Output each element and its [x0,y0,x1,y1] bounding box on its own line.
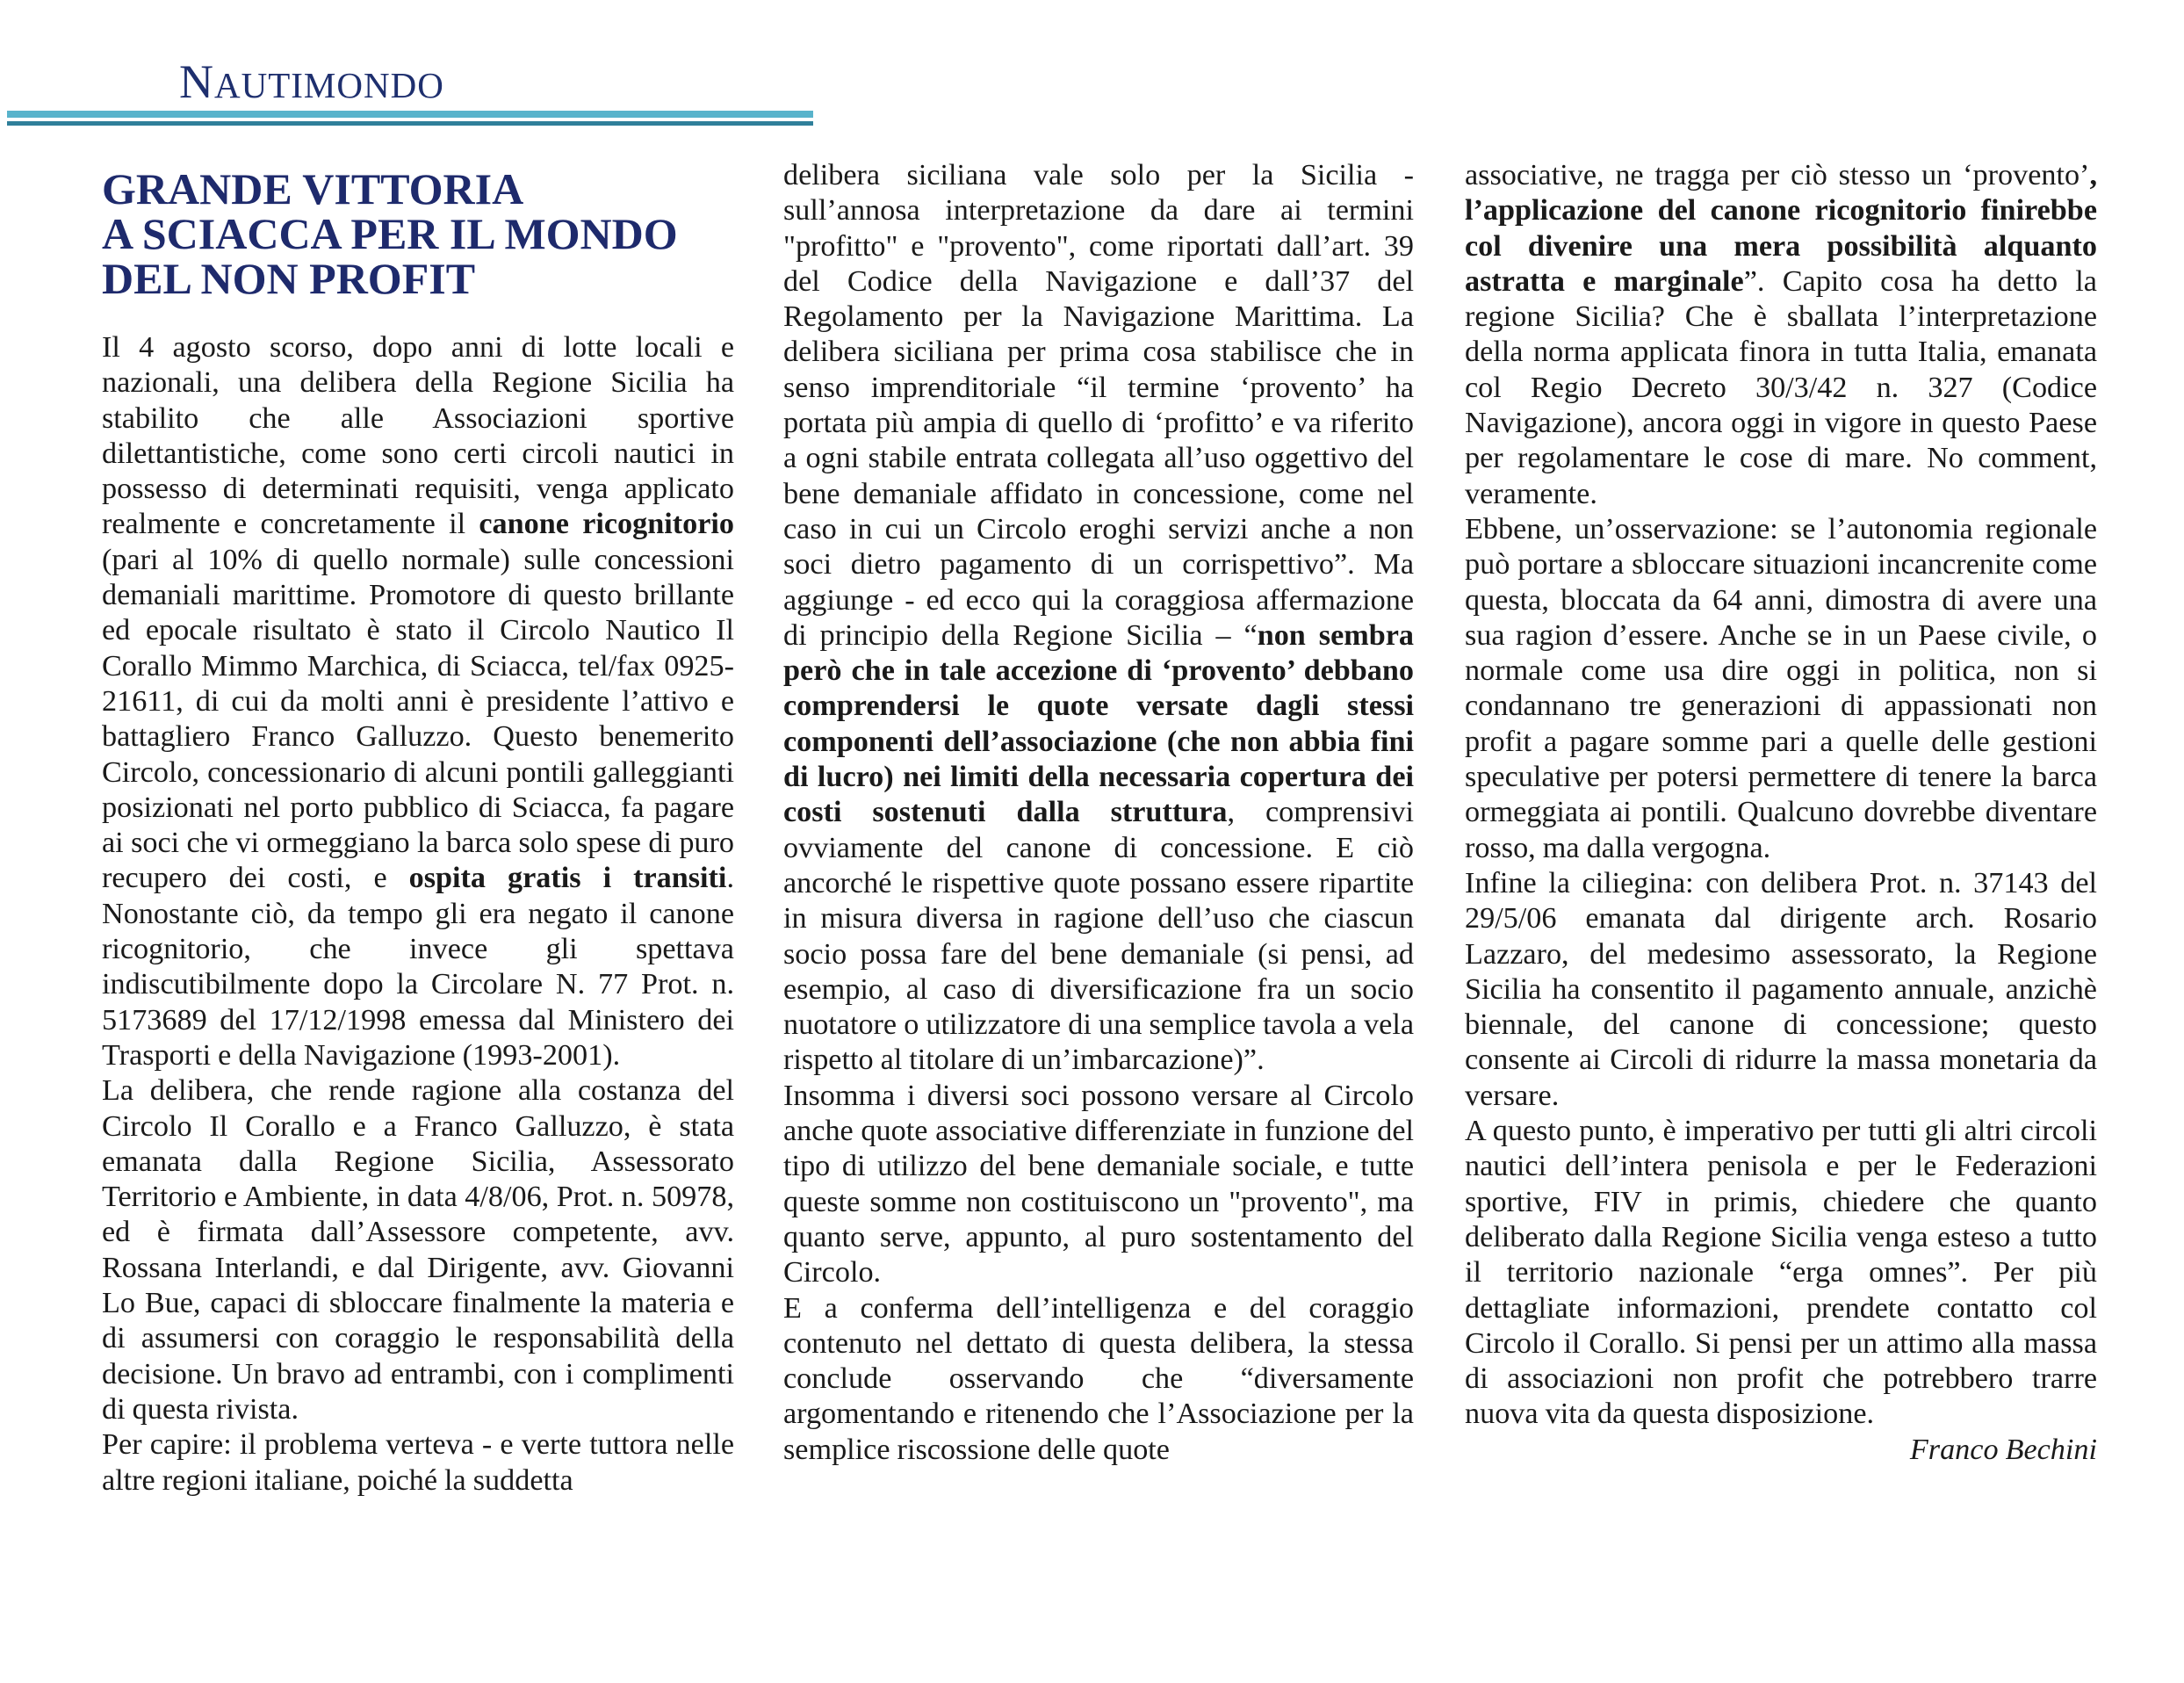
article-paragraph [102,1427,734,1499]
article-paragraph [1465,158,2097,512]
section-title-initial: N [179,55,214,108]
bold-text-run: non sembra però che in tale accezione di ‘provento’ debbano comprendersi le quote versate dagli stessi componenti dell’associazione (che non abbia fini di lucro) nei limiti della necessaria copertura dei costi sostenuti dalla struttura [783,618,1415,829]
bold-text-run: canone ricognitorio [479,508,734,541]
bold-text-run: , l’applicazione del canone ricognitorio finirebbe col divenire una mera possibilità alquanto astratta e marginale [1465,159,2097,298]
text-run: A questo punto, è imperativo per tutti gli altri circoli nautici dell’intera penisola e per le Federazioni sportive, FIV in primis, chiedere che quanto deliberato dalla Regione Sicilia venga esteso a tutto il territorio nazionale “erga omnes”. Per più dettagliate informazioni, prendete contatto col Circolo il Corallo. Si pensi per un attimo alla massa di associazioni non profit che potrebbero trarre nuova vita da questa disposizione. [1465,1115,2097,1431]
text-run: E a conferma dell’intelligenza e del coraggio contenuto nel dettato di questa delibera, la stessa conclude osservando che “diversamente argomentando e ritenendo che l’Associazione per la semplice riscossione delle quote [783,1291,1414,1466]
text-run: Ebbene, un’osservazione: se l’autonomia regionale può portare a sbloccare situazioni incancrenite come questa, bloccata da 64 anni, dimostra di avere una sua ragion d’essere. Anche se in un Paese civile, o normale come usa dire oggi in politica, non si condannano tre generazioni di appassionati non profit a pagare somme pari a quelle delle gestioni speculative per potersi permettere di tenere la barca ormeggiata ai pontili. Qualcuno dovrebbe diventare rosso, ma dalla vergogna. [1465,512,2097,864]
article-headline: GRANDE VITTORIA A SCIACCA PER IL MONDO DEL NON PROFIT [102,164,678,303]
article-paragraph [1465,1114,2097,1433]
header-rule-dark [7,121,813,126]
article-paragraph [1465,866,2097,1114]
section-title-rest: AUTIMONDO [214,65,444,105]
text-run: delibera siciliana vale solo per la Sicilia - sull’annosa interpretazione da dare ai termini "profitto" e "provento", come riportati dall’art. 39 del Codice della Navigazione e dall’37 del Regolamento per la Navigazione Marittima. La delibera siciliana per prima cosa stabilisce che in senso imprenditoriale “il termine ‘provento’ ha portata più ampia di quello di ‘profitto’ e va riferito a ogni stabile entrata collegata all’uso oggettivo del bene demaniale affidato in concessione, come nel caso in cui un Circolo eroghi servizi anche a non soci dietro pagamento di un corrispettivo”. Ma aggiunge - ed ecco qui la coraggiosa affermazione di principio della Regione Sicilia – “ [783,159,1414,652]
text-run: associative, ne tragga per ciò stesso un ‘provento’ [1465,159,2090,191]
header-rule-light [7,111,813,118]
article-column-2 [783,158,1414,1468]
text-run: La delibera, che rende ragione alla costanza del Circolo Il Corallo e a Franco Galluzzo, è stata emanata dalla Regione Sicilia, Assessorato Territorio e Ambiente, in data 4/8/06, Prot. n. 50978, ed è firmata dall’Assessore competente, avv. Rossana Interlandi, e dal Dirigente, avv. Giovanni Lo Bue, capaci di sbloccare finalmente la materia e di assumersi con coraggio le responsabilità della decisione. Un bravo ad entrambi, con i complimenti di questa rivista. [102,1074,734,1426]
section-title [179,55,444,108]
article-paragraph [783,1079,1414,1291]
article-column-3 [1465,158,2097,1468]
text-run: Infine la ciliegina: con delibera Prot. n. 37143 del 29/5/06 emanata dal dirigente arch. Rosario Lazzaro, del medesimo assessorato, la Regione Sicilia ha consentito il pagamento annuale, anzichè biennale, del canone di concessione; questo consente ai Circoli di ridurre la massa monetaria da versare. [1465,866,2097,1112]
article-paragraph [783,1291,1414,1468]
text-run: ”. Capito cosa ha detto la regione Sicilia? Che è sballata l’interpretazione della norma applicata finora in tutta Italia, emanata col Regio Decreto 30/3/42 n. 327 (Codice Navigazione), ancora oggi in vigore in questo Paese per regolamentare le cose di mare. No comment, veramente. [1465,264,2097,510]
text-run: Insomma i diversi soci possono versare al Circolo anche quote associative differenziate in funzione del tipo di utilizzo del bene demaniale sociale, e tutte queste somme non costituiscono un "provento", ma quanto serve, appunto, al puro sostentamento del Circolo. [783,1079,1414,1289]
author-signature: Franco Bechini [1909,1433,2097,1466]
article-paragraph [102,1073,734,1427]
text-run: . Nonostante ciò, da tempo gli era negato il canone ricognitorio, che invece gli spettava indiscutibilmente dopo la Circolare N. 77 Prot. n. 5173689 del 17/12/1998 emessa dal Ministero dei Trasporti e della Navigazione (1993-2001). [102,862,734,1072]
article-paragraph [783,158,1414,1079]
article-paragraph [1465,512,2097,866]
article-column-1 [102,330,734,1499]
article-paragraph [102,330,734,1073]
text-run: , comprensivi ovviamente del canone di concessione. E ciò ancorché le rispettive quote possano essere ripartite in misura diversa in ragione dell’uso che ciascun socio possa fare del bene demaniale (si pensi, ad esempio, al caso di diversificazione fra un socio nuotatore o utilizzatore di una semplice tavola a vela rispetto al titolare di un’imbarcazione)”. [783,796,1414,1077]
text-run: (pari al 10% di quello normale) sulle concessioni demaniali marittime. Promotore di questo brillante ed epocale risultato è stato il Circolo Nautico Il Corallo Mimmo Marchica, di Sciacca, tel/fax 0925-21611, di cui da molti anni è presidente l’attivo e battagliero Franco Galluzzo. Questo benemerito Circolo, concessionario di alcuni pontili galleggianti posizionati nel porto pubblico di Sciacca, fa pagare ai soci che vi ormeggiano la barca solo spese di puro recupero dei costi, e [102,543,734,895]
text-run: Per capire: il problema verteva - e verte tuttora nelle altre regioni italiane, poiché la suddetta [102,1428,734,1497]
bold-text-run: ospita gratis i transiti [408,862,727,895]
text-run: Il 4 agosto scorso, dopo anni di lotte locali e nazionali, una delibera della Regione Sicilia ha stabilito che alle Associazioni sportive dilettantistiche, come sono certi circoli nautici in possesso di determinati requisiti, venga applicato realmente e concretamente il [102,331,734,541]
